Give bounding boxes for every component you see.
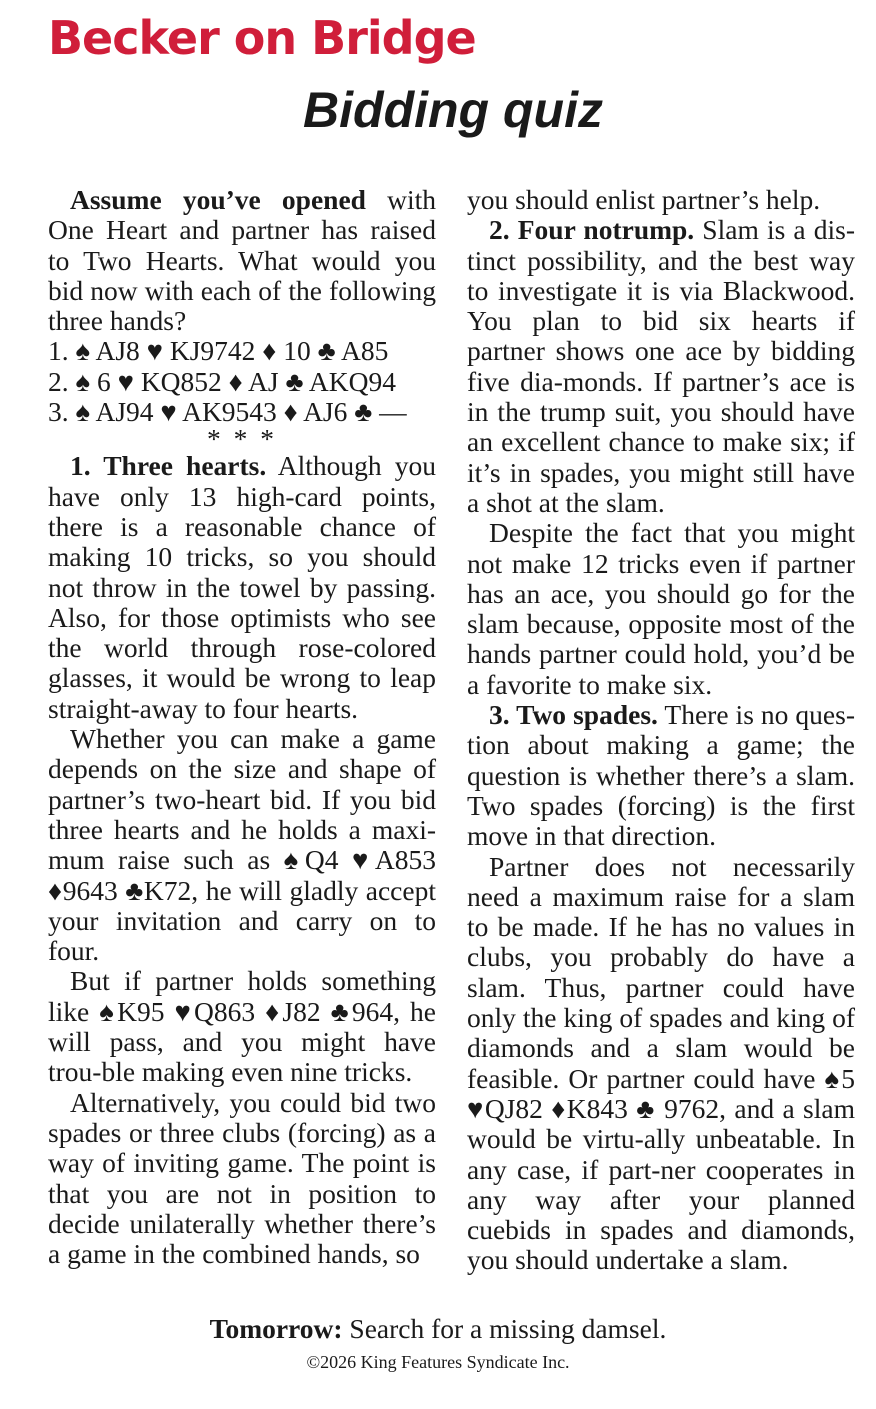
column-brand-title: Becker on Bridge <box>48 11 476 65</box>
answer-1-paragraph-1 <box>48 451 436 724</box>
answer-1-paragraph-4: Alternatively, you could bid two spades or three clubs (forcing) as a way of inviting game. The point is that you are not in position to decide unilaterally whether there’s a game in the combined hands, so <box>48 1086 436 1270</box>
intro-lead: Assume you’ve opened <box>70 184 366 215</box>
copyright-notice: ©2026 King Features Syndicate Inc. <box>306 1352 570 1372</box>
section-separator: * * * <box>207 423 277 455</box>
answer-1-lead: 1. Three hearts. <box>70 450 267 482</box>
answer-2-paragraph-2: Despite the fact that you might not make 12 tricks even if partner has an ace, you should go for the slam because, opposite most of the hands partner could hold, you’d be a favorite to make six. <box>467 517 855 700</box>
answer-1-paragraph-4-continued: you should enlist partner’s help. <box>467 184 821 215</box>
answer-3-text: There is no ques-tion about making a game; the question is whether there’s a slam. Two spades (forcing) is the first move in that direction. <box>467 699 855 852</box>
left-column <box>48 185 436 1269</box>
intro-paragraph <box>48 185 436 336</box>
answer-2-text: Slam is a dis-tinct possibility, and the best way to investigate it is via Blackwood. You plan to bid six hearts if partner shows one ace by bidding five dia-monds. If partner’s ace is in the trump suit, you should have an excellent chance to make six; if it’s in spades, you might still have a shot at the slam. <box>467 214 855 518</box>
answer-3-lead: 3. Two spades. <box>489 699 658 731</box>
right-column <box>467 185 855 1276</box>
answer-1-paragraph-2: Whether you can make a game depends on the size and shape of partner’s two-heart bid. If you bid three hearts and he holds a maxi-mum raise such as ♠Q4 ♥A853 ♦9643 ♣K72, he will gladly accept your invitation and carry on to four. <box>48 723 436 967</box>
answer-1-paragraph-3: But if partner holds something like ♠K95 ♥Q863 ♦J82 ♣964, he will pass, and you might have trou-ble making even nine tricks. <box>48 965 436 1088</box>
tomorrow-label: Tomorrow: <box>209 1313 343 1344</box>
answer-3-paragraph-1 <box>467 700 855 851</box>
answer-2-lead: 2. Four notrump. <box>489 214 695 246</box>
hands-list <box>48 336 436 427</box>
hand-2: 2. ♠ 6 ♥ KQ852 ♦ AJ ♣ AKQ94 <box>48 365 396 397</box>
hand-1: 1. ♠ AJ8 ♥ KJ9742 ♦ 10 ♣ A85 <box>48 335 389 367</box>
article-subtitle: Bidding quiz <box>303 82 603 138</box>
answer-3-paragraph-2: Partner does not necessarily need a maximum raise for a slam to be made. If he has no values in clubs, you probably do have a slam. Thus, partner could have only the king of spades and king of diamonds and a slam would be feasible. Or partner could have ♠5 ♥QJ82 ♦K843 ♣ 9762, and a slam would be virtu-ally unbeatable. In any case, if part-ner cooperates in any way after your planned cuebids in spades and diamonds, you should undertake a slam. <box>467 850 855 1276</box>
tomorrow-teaser <box>0 1312 876 1346</box>
answer-1-text: Although you have only 13 high-card points, there is a reasonable chance of making 10 tricks, so you should not throw in the towel by passing. Also, for those optimists who see the world through rose-colored glasses, it would be wrong to leap straight-away to four hearts. <box>48 450 437 724</box>
hand-3: 3. ♠ AJ94 ♥ AK9543 ♦ AJ6 ♣ — <box>48 396 407 428</box>
tomorrow-text: Search for a missing damsel. <box>342 1313 667 1344</box>
answer-2-paragraph-1 <box>467 215 855 518</box>
intro-text: with One Heart and partner has raised to Two Hearts. What would you bid now with each of the following three hands? <box>48 184 437 337</box>
